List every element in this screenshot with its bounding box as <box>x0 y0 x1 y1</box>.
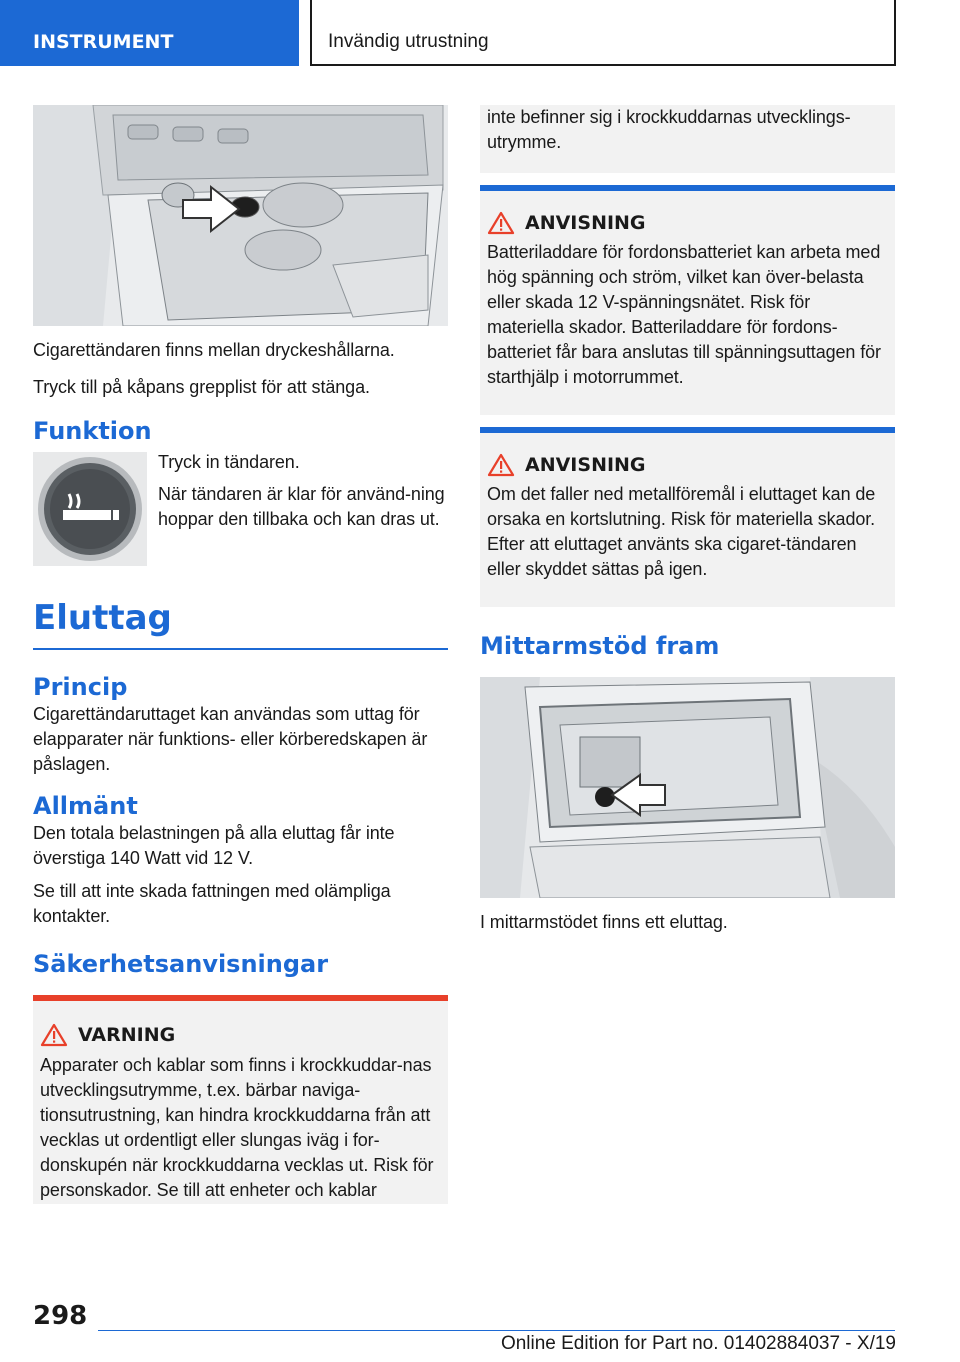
warning-triangle-icon <box>40 1023 68 1047</box>
figure-caption: Cigarettändaren finns mellan dryckeshållarna. <box>33 340 395 360</box>
heading-mittarmstod: Mittarmstöd fram <box>480 632 720 660</box>
left-column <box>33 105 448 1204</box>
warning-box <box>33 1001 448 1204</box>
armrest-figure <box>480 677 895 898</box>
armrest-illustration <box>480 677 895 898</box>
warning-continuation-text: inte befinner sig i krockkuddarnas utvecklings-utrymme. <box>487 107 851 152</box>
warning-continuation-box <box>480 105 895 173</box>
notice-title-1: ANVISNING <box>525 212 646 234</box>
heading-sakerhet: Säkerhetsanvisningar <box>33 950 329 978</box>
armrest-caption: I mittarmstödet finns ett eluttag. <box>480 912 728 932</box>
section-tab: INSTRUMENT <box>0 0 299 66</box>
notice-box-2 <box>480 433 895 607</box>
lighter-figure <box>33 452 147 566</box>
notice-text-2: Om det faller ned metallföremål i eluttaget kan de orsaka en kortslutning. Risk för materiella skador. Efter att eluttaget använts ska cigaret-tändaren eller skyddet sättas på igen. <box>487 484 876 579</box>
notice-triangle-icon <box>487 211 515 235</box>
notice-text-1: Batteriladdare för fordonsbatteriet kan arbeta med hög spänning och ström, vilket kan över-belasta eller skada 12 V-spänningsnätet. Risk för materiella skador. Batteriladdare för fordons-batteriet får bara anslutas till spänningsuttagen för starthjälp i motorrummet. <box>487 242 881 387</box>
cigarette-lighter-figure <box>33 105 448 326</box>
close-instruction: Tryck till på kåpans grepplist för att stänga. <box>33 377 370 397</box>
warning-title-row <box>40 1023 440 1047</box>
heading-princip: Princip <box>33 673 128 701</box>
notice-triangle-icon <box>487 453 515 477</box>
heading-rule <box>33 648 448 650</box>
heading-allmant: Allmänt <box>33 792 138 820</box>
notice-title-row-2 <box>487 453 887 477</box>
allmant-text-1: Den totala belastningen på alla eluttag får inte överstiga 140 Watt vid 12 V. <box>33 823 395 868</box>
heading-funktion: Funktion <box>33 417 152 445</box>
notice-title-2: ANVISNING <box>525 454 646 476</box>
lighter-icon <box>33 452 147 566</box>
funktion-section <box>33 450 448 568</box>
princip-text: Cigarettändaruttaget kan användas som uttag för elapparater när funktions- eller körberedskapen är påslagen. <box>33 704 428 774</box>
funktion-step1: Tryck in tändaren. <box>158 452 300 472</box>
right-column <box>480 105 895 935</box>
page-number: 298 <box>33 1301 88 1331</box>
notice-box-1 <box>480 191 895 415</box>
warning-text: Apparater och kablar som finns i krockkuddar-nas utvecklingsutrymme, t.ex. bärbar naviga-tionsutrustning, kan hindra krockkuddarna från att vecklas ut ordentligt eller slungas iväg i for-donskupén när krockkuddarna vecklas ut. Risk för personskador. Se till att enheter och kablar <box>40 1055 434 1200</box>
warning-title: VARNING <box>78 1024 176 1046</box>
page-title: Invändig utrustning <box>310 0 896 66</box>
heading-eluttag: Eluttag <box>33 598 172 638</box>
console-illustration <box>33 105 448 326</box>
footer-edition: Online Edition for Part no. 01402884037 - X/19 <box>500 1333 896 1354</box>
funktion-step2: När tändaren är klar för använd-ning hoppar den tillbaka och kan dras ut. <box>158 484 445 529</box>
allmant-text-2: Se till att inte skada fattningen med olämpliga kontakter. <box>33 881 391 926</box>
notice-title-row-1 <box>487 211 887 235</box>
